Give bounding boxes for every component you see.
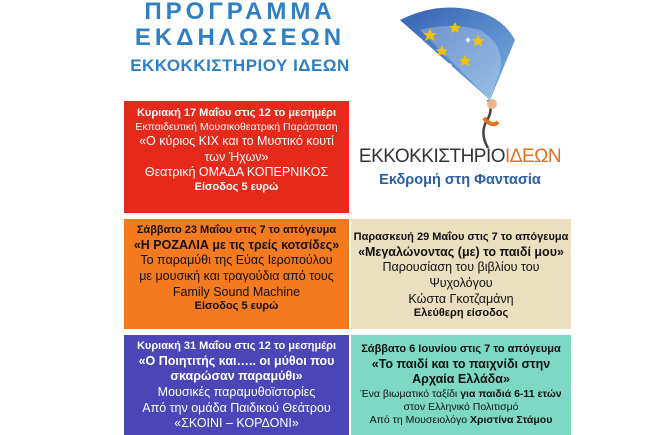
event-presenter-name: Χριστίνα Στάμου xyxy=(469,414,553,427)
event-box-may-17 xyxy=(124,101,349,213)
event-desc-1 xyxy=(351,388,571,401)
event-title: «Η ΡΟΖΑΛΙΑ με τις τρείς κοτσίδες» xyxy=(133,237,340,252)
event-price: Ελεύθερη είσοδος xyxy=(413,307,509,320)
event-desc-2: Ψυχολόγου xyxy=(429,276,493,290)
event-performer: Θεατρική ΟΜΑΔΑ ΚΟΠΕΡΝΙΚΟΣ xyxy=(144,165,329,180)
event-price: Είσοδος 5 ευρώ xyxy=(194,300,279,313)
event-author: Κώστα Γκοτζαμάνη xyxy=(408,291,514,306)
event-desc: Μουσικές παραμυθοϊστορίες xyxy=(157,385,316,399)
event-desc-1a: Ένα βιωματικό ταξίδι xyxy=(360,388,461,400)
event-date: Κυριακή 17 Μαΐου στις 12 το μεσημέρι xyxy=(136,107,336,119)
event-subtitle: Εκπαιδευτική Μουσικοθεατρική Παράσταση xyxy=(135,120,338,133)
event-box-may-31 xyxy=(124,335,349,435)
event-date: Σάββατο 23 Μαΐου στις 7 το απόγευμα xyxy=(136,224,337,236)
brand-name-part-1: ΕΚΚΟΚΚΙΣΤΗΡΙΟ xyxy=(358,146,506,167)
event-performer: Από την ομάδα Παιδικού Θεάτρου xyxy=(142,400,331,415)
event-desc-1: Παρουσίαση του βιβλίου του xyxy=(382,260,540,275)
event-desc-1: Το παραμύθι της Εύας Ιεροπούλου xyxy=(140,253,333,268)
event-title-1: «Ο Ποιητιτής και….. οι μύθοι που xyxy=(138,353,335,368)
event-title-1: «Ο κύριος ΚΙΧ και το Μυστικό κουτί xyxy=(139,133,334,148)
event-title-2: Αρχαία Ελλάδα» xyxy=(412,372,510,387)
event-performer-name: «ΣΚΟΙΝΙ – ΚΟΡΔΟΝΙ» xyxy=(174,416,299,431)
event-date: Σάββατο 6 Ιουνίου στις 7 το απόγευμα xyxy=(361,343,561,355)
title-line-3: ΕΚΚΟΚΚΙΣΤΗΡΙΟΥ ΙΔΕΩΝ xyxy=(130,56,350,75)
event-performer: Family Sound Machine xyxy=(172,284,301,299)
title-line-2: ΕΚΔΗΛΩΣΕΩΝ xyxy=(134,24,346,51)
event-date: Κυριακή 31 Μαΐου στις 12 το μεσημέρι xyxy=(136,340,336,352)
event-title-2: των Ήχων» xyxy=(204,149,269,164)
brand-name-part-2: ΙΔΕΩΝ xyxy=(505,146,562,167)
event-title: «Μεγαλώνοντας (με) το παιδί μου» xyxy=(358,244,564,259)
event-title-2: σκαρώσαν παραμύθι» xyxy=(170,369,303,384)
event-desc-1b: για παιδιά 6-11 ετών xyxy=(460,388,562,400)
event-price: Είσοδος 5 ευρώ xyxy=(194,180,279,193)
dreamer-illustration xyxy=(360,0,570,150)
event-title-1: «Το παιδί και το παιχνίδι στην xyxy=(371,356,551,371)
event-box-may-23 xyxy=(124,219,349,329)
event-box-may-29 xyxy=(351,219,571,329)
title-line-1: ΠΡΟΓΡΑΜΜΑ xyxy=(144,0,336,25)
event-presenter-role: Από τη Μουσειολόγο xyxy=(369,414,470,427)
event-box-june-6 xyxy=(351,335,571,435)
event-desc-2: με μουσική και τραγούδια από τους xyxy=(139,269,334,283)
event-presenter xyxy=(351,414,571,427)
event-desc-2: στον Ελληνικό Πολιτισμό xyxy=(403,401,519,414)
brand-wordmark xyxy=(350,146,570,168)
event-date: Παρασκευή 29 Μαΐου στις 7 το απόγευμα xyxy=(353,231,569,243)
brand-tagline: Εκδρομή στη Φαντασία xyxy=(379,172,541,188)
